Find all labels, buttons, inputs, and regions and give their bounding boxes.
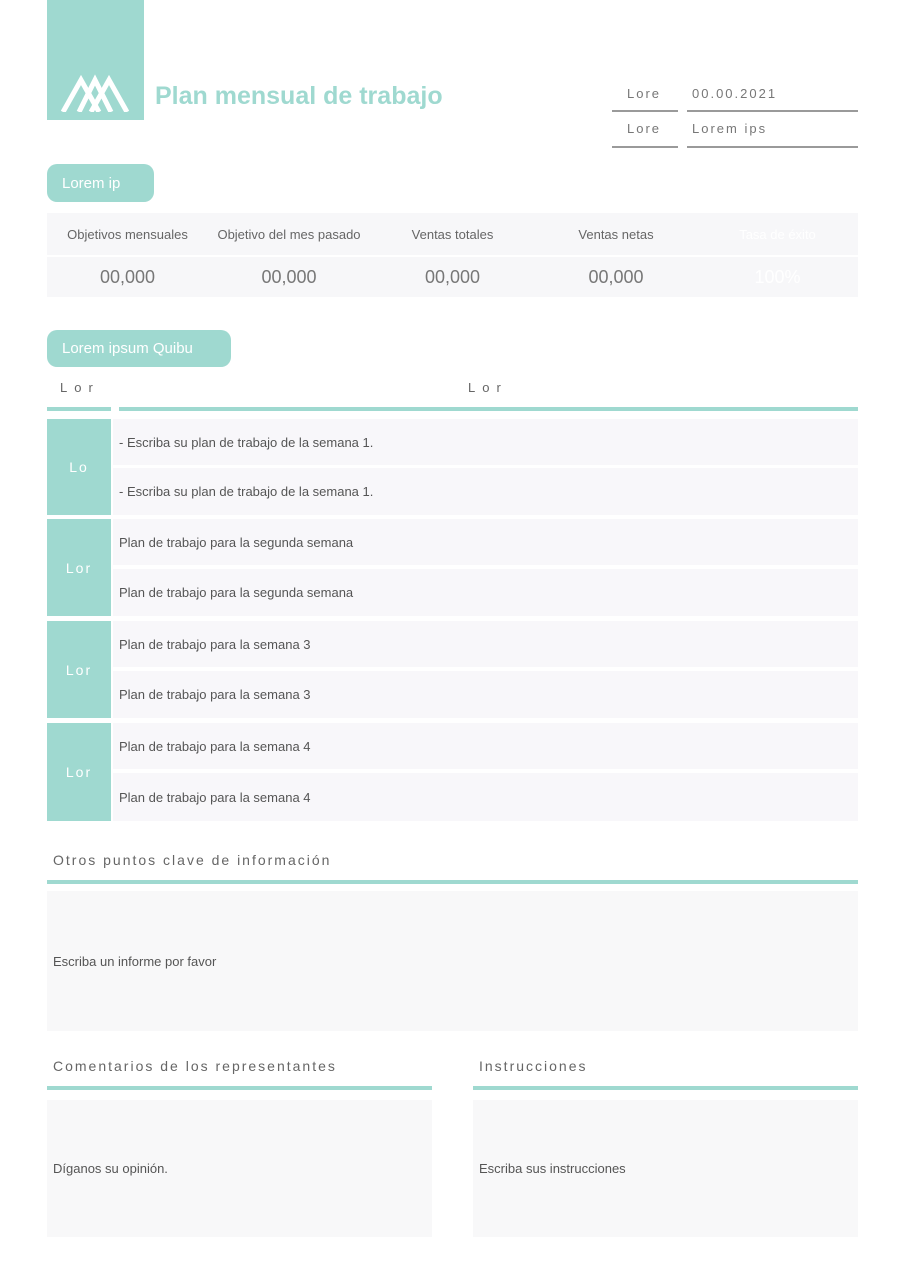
field-label: Lore (627, 86, 662, 101)
summary-header: Tasa de éxito (697, 213, 858, 255)
divider (119, 407, 858, 411)
plan-pill: Lorem ipsum Quibu (47, 330, 231, 367)
week-label: Lor (47, 519, 111, 616)
column-header: Lor (468, 380, 508, 395)
field-label: Lore (627, 121, 662, 136)
divider (47, 1086, 432, 1090)
plan-item[interactable]: Plan de trabajo para la semana 4 (113, 723, 858, 769)
divider (612, 110, 678, 112)
plan-item[interactable]: Plan de trabajo para la semana 4 (113, 773, 858, 821)
plan-item[interactable]: Plan de trabajo para la semana 3 (113, 621, 858, 667)
plan-item[interactable]: - Escriba su plan de trabajo de la semana 1. (113, 419, 858, 465)
plan-item[interactable]: Plan de trabajo para la segunda semana (113, 519, 858, 565)
logo-block (47, 0, 144, 120)
section-title: Instrucciones (479, 1058, 588, 1074)
summary-pill: Lorem ip (47, 164, 154, 202)
summary-value: 00,000 (370, 257, 535, 297)
section-title: Otros puntos clave de información (53, 852, 332, 868)
week-label: Lor (47, 621, 111, 718)
comments-textarea[interactable]: Díganos su opinión. (47, 1100, 432, 1237)
divider (473, 1086, 858, 1090)
week-label: Lor (47, 723, 111, 821)
mountain-logo-icon (61, 74, 129, 112)
section-title: Comentarios de los representantes (53, 1058, 337, 1074)
plan-item[interactable]: Plan de trabajo para la semana 3 (113, 671, 858, 718)
instructions-textarea[interactable]: Escriba sus instrucciones (473, 1100, 858, 1237)
summary-header: Objetivos mensuales (47, 213, 208, 255)
divider (47, 880, 858, 884)
date-field[interactable]: 00.00.2021 (692, 86, 778, 101)
divider (687, 146, 858, 148)
plan-item[interactable]: Plan de trabajo para la segunda semana (113, 569, 858, 616)
summary-header: Objetivo del mes pasado (208, 213, 370, 255)
report-textarea[interactable]: Escriba un informe por favor (47, 891, 858, 1031)
summary-header: Ventas netas (535, 213, 697, 255)
summary-value: 00,000 (535, 257, 697, 297)
summary-value: 00,000 (208, 257, 370, 297)
page-title: Plan mensual de trabajo (155, 82, 443, 110)
divider (47, 407, 111, 411)
summary-value: 100% (697, 257, 858, 297)
summary-value: 00,000 (47, 257, 208, 297)
week-label: Lo (47, 419, 111, 515)
plan-item[interactable]: - Escriba su plan de trabajo de la semana 1. (113, 468, 858, 515)
summary-header: Ventas totales (370, 213, 535, 255)
divider (687, 110, 858, 112)
name-field[interactable]: Lorem ips (692, 121, 768, 136)
column-header: Lor (60, 380, 100, 395)
divider (612, 146, 678, 148)
